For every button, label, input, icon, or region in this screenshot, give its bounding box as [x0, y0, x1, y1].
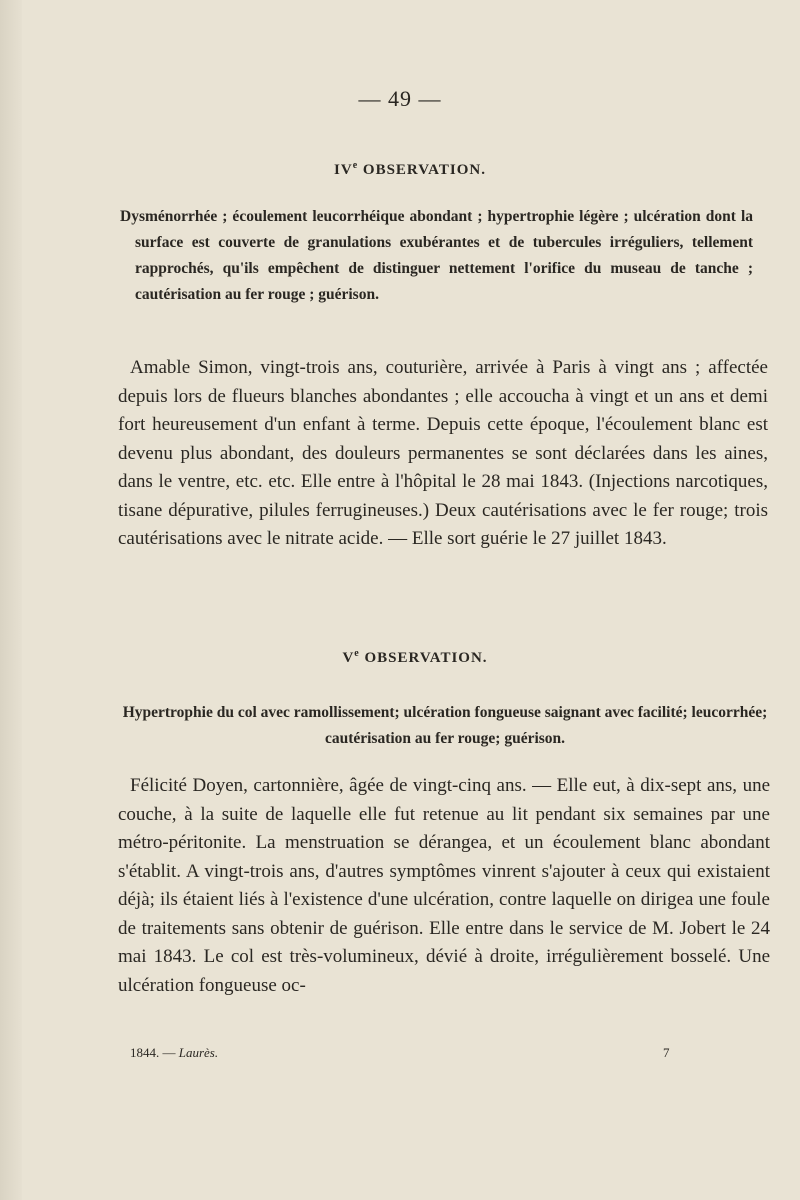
- footer-author: Laurès.: [178, 1045, 219, 1060]
- observation-4-sup: e: [352, 160, 359, 171]
- observation-5-body: Félicité Doyen, cartonnière, âgée de vingt-cinq ans. — Elle eut, à dix-sept ans, une couche, à la suite de laquelle elle fut retenue au lit pendant six semaines par une métro-péritonite. La menstruation se dérangea, et un écoulement blanc abondant s'établit. A vingt-trois ans, d'autres symptômes vinrent s'ajouter à ceux qui existaient déjà; ils étaient liés à l'existence d'une ulcération, contre laquelle on dirigea une foule de traitements sans obtenir de guérison. Elle entre dans le service de M. Jobert le 24 mai 1843. Le col est très-volumineux, dévié à droite, irrégulièrement bosselé. Une ulcération fongueuse oc-: [118, 775, 770, 996]
- observation-4-heading: [0, 160, 800, 179]
- observation-5-sup: e: [354, 648, 360, 659]
- observation-4-body: Amable Simon, vingt-trois ans, couturière, arrivée à Paris à vingt ans ; affectée depuis lors de flueurs blanches abondantes ; elle accoucha à vingt et un ans et demi fort heureusement d'un enfant à terme. Depuis cette époque, l'écoulement blanc est devenu plus abondant, des douleurs permanentes se sont déclarées dans les aines, dans le ventre, etc. etc. Elle entre à l'hôpital le 28 mai 1843. (Injections narcotiques, tisane dépurative, pilules ferrugineuses.) Deux cautérisations avec le fer rouge; trois cautérisations avec le nitrate acide. — Elle sort guérie le 27 juillet 1843.: [118, 357, 768, 549]
- footer-imprint: [130, 1045, 218, 1061]
- observation-4-summary: Dysménorrhée ; écoulement leucorrhéique abondant ; hypertrophie légère ; ulcération dont la surface est couverte de granulations exubérantes et de tubercules irréguliers, tellement rapprochés, qu'ils empêchent de distinguer nettement l'orifice du museau de tanche ; cautérisation au fer rouge ; guérison.: [120, 208, 753, 303]
- footer-signature-mark: 7: [663, 1045, 670, 1060]
- observation-5-roman: V: [342, 650, 355, 666]
- footer-year: 1844. —: [130, 1045, 176, 1060]
- observation-5-summary: Hypertrophie du col avec ramollissement; ulcération fongueuse saignant avec facilité; leucorrhée; cautérisation au fer rouge; guérison.: [122, 704, 768, 747]
- observation-4-roman: IV: [334, 162, 353, 178]
- observation-4-word: OBSERVATION.: [362, 162, 486, 178]
- observation-5-word: OBSERVATION.: [364, 650, 488, 666]
- observation-5-heading: [0, 648, 800, 667]
- page-number: — 49 —: [358, 86, 442, 111]
